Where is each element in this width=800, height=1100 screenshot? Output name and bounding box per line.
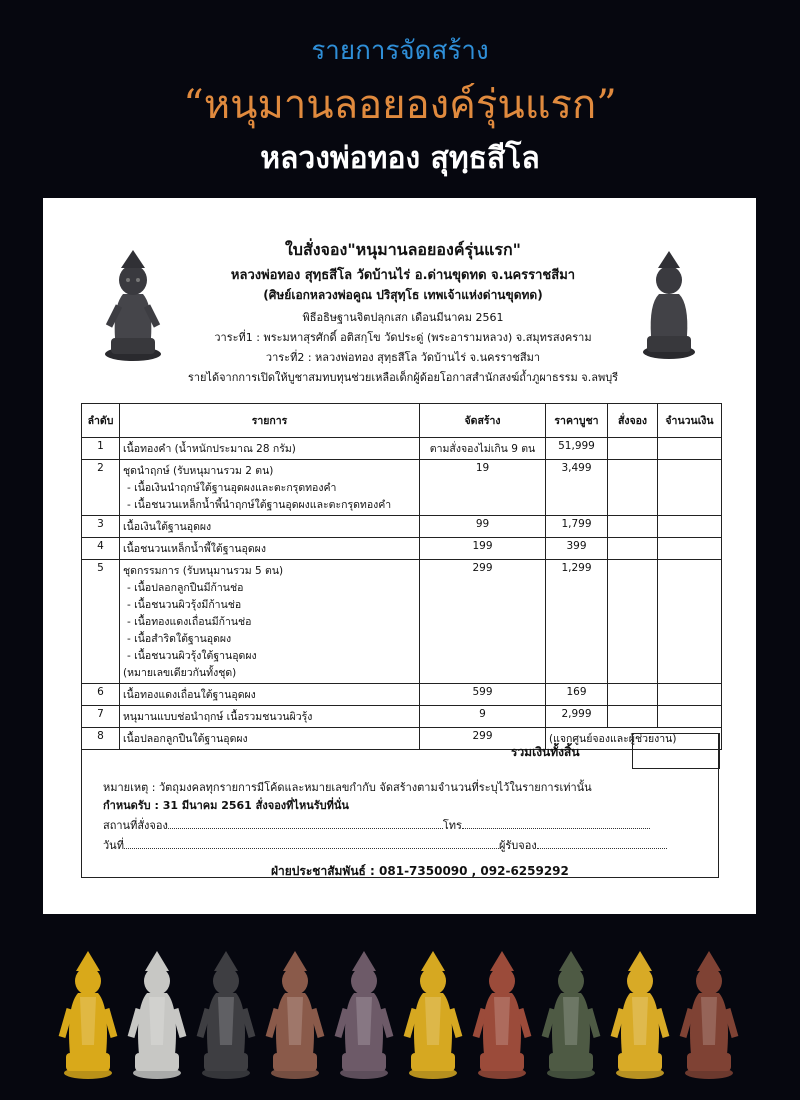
row-number: 5 xyxy=(82,560,120,684)
remark-text: หมายเหตุ : วัตถุมงคลทุกรายการมีโค้ดและหมายเลขกำกับ จัดสร้างตามจำนวนที่ระบุไว้ในรายการเท่านั้น xyxy=(103,781,592,794)
phone-label: โทร xyxy=(442,819,462,832)
row-number: 8 xyxy=(82,728,120,750)
ceremony-text: พิธีอธิษฐานจิตปลุกเสก เดือนมีนาคม 2561 xyxy=(302,311,504,324)
table-row xyxy=(82,560,722,684)
row-item xyxy=(120,684,420,706)
item-line: หนุมานแบบช่อนำฤกษ์ เนื้อรวมชนวนผิวรุ้ง xyxy=(123,711,313,723)
amulet-variant-image xyxy=(545,951,597,1079)
form-subtitle-2: (ศิษย์เอกหลวงพ่อคูณ ปริสุทฺโธ เทพเจ้าแห่งด่านขุดทด) xyxy=(263,288,543,302)
amulet-variant-image xyxy=(269,951,321,1079)
header-product-name: “หนุมานลอยองค์รุ่นแรก” xyxy=(183,82,617,128)
row-number: 3 xyxy=(82,516,120,538)
amount-field[interactable] xyxy=(658,438,722,460)
row-item xyxy=(120,516,420,538)
row-price: 169 xyxy=(546,684,608,706)
table-row xyxy=(82,706,722,728)
item-line: - เนื้อสำริดใต้ฐานอุดผง xyxy=(127,633,232,645)
amulet-variant-image xyxy=(614,951,666,1079)
row-item xyxy=(120,560,420,684)
order-field[interactable] xyxy=(608,684,658,706)
row-quantity: 19 xyxy=(420,460,546,516)
row-number: 2 xyxy=(82,460,120,516)
item-line: เนื้อทองแดงเถื่อนใต้ฐานอุดผง xyxy=(123,689,256,701)
row-quantity: 299 xyxy=(420,560,546,684)
deadline-text: กำหนดรับ : 31 มีนาคม 2561 สั่งจองที่ไหนรับที่นั่น xyxy=(103,799,349,812)
amount-field[interactable] xyxy=(658,538,722,560)
amulet-variant-image xyxy=(200,951,252,1079)
total-label: รวมเงินทั้งสิ้น xyxy=(511,745,580,759)
row-price: 399 xyxy=(546,538,608,560)
item-line: ชุดกรรมการ (รับหนุมานรวม 5 ตน) xyxy=(123,565,284,577)
income-text: รายได้จากการเปิดให้บูชาสมทบทุนช่วยเหลือเด็กผู้ด้อยโอกาสสำนักสงฆ์ถ้ำภูผาธรรม จ.ลพบุรี xyxy=(187,371,619,384)
amulet-variant-image xyxy=(683,951,735,1079)
amount-field[interactable] xyxy=(658,516,722,538)
column-header: ลำดับ xyxy=(82,404,120,438)
item-line: (หมายเลขเดียวกันทั้งชุด) xyxy=(123,667,237,679)
row-number: 7 xyxy=(82,706,120,728)
header-title: รายการจัดสร้าง xyxy=(311,36,489,66)
item-line: - เนื้อปลอกลูกปืนมีก้านช่อ xyxy=(127,582,244,594)
amount-field[interactable] xyxy=(658,560,722,684)
row-quantity: 299 xyxy=(420,728,546,750)
item-line: - เนื้อชนวนผิวรุ้งมีก้านช่อ xyxy=(127,599,242,611)
amount-field[interactable] xyxy=(658,684,722,706)
item-line: เนื้อชนวนเหล็กน้ำพี้ใต้ฐานอุดผง xyxy=(123,543,266,555)
amulet-variant-image xyxy=(338,951,390,1079)
amount-field[interactable] xyxy=(658,706,722,728)
form-title: ใบสั่งจอง"หนุมานลอยองค์รุ่นแรก" xyxy=(284,240,521,259)
notes-box xyxy=(81,734,719,878)
order-field[interactable] xyxy=(608,538,658,560)
round-2-text: วาระที่2 : หลวงพ่อทอง สุทฺธสีโล วัดบ้านไร่ จ.นครราชสีมา xyxy=(265,351,541,364)
amulet-variant-image xyxy=(476,951,528,1079)
row-price: (แจกศูนย์จองและผู้ช่วยงาน) xyxy=(546,728,722,750)
table-row xyxy=(82,516,722,538)
row-item xyxy=(120,460,420,516)
item-line: - เนื้อชนวนเหล็กน้ำพี้นำฤกษ์ใต้ฐานอุดผงและตะกรุดทองคำ xyxy=(127,499,392,511)
form-subtitle: หลวงพ่อทอง สุทฺธสีโล วัดบ้านไร่ อ.ด่านขุดทด จ.นครราชสีมา xyxy=(230,268,576,283)
order-table xyxy=(81,403,722,750)
table-header-row xyxy=(82,404,722,438)
row-price: 1,299 xyxy=(546,560,608,684)
item-line: เนื้อทองคำ (น้ำหนักประมาณ 28 กรัม) xyxy=(123,443,296,455)
row-item xyxy=(120,706,420,728)
row-quantity: 599 xyxy=(420,684,546,706)
item-line: เนื้อเงินใต้ฐานอุดผง xyxy=(123,521,212,533)
row-quantity: 9 xyxy=(420,706,546,728)
table-row xyxy=(82,438,722,460)
table-row xyxy=(82,538,722,560)
column-header: รายการ xyxy=(120,404,420,438)
table-row xyxy=(82,684,722,706)
amulet-variant-image xyxy=(62,951,114,1079)
row-price: 3,499 xyxy=(546,460,608,516)
column-header: สั่งจอง xyxy=(608,404,658,438)
row-number: 1 xyxy=(82,438,120,460)
order-field[interactable] xyxy=(608,460,658,516)
column-header: จัดสร้าง xyxy=(420,404,546,438)
row-item xyxy=(120,438,420,460)
place-label: สถานที่สั่งจอง xyxy=(103,819,168,832)
order-field[interactable] xyxy=(608,516,658,538)
item-line: เนื้อปลอกลูกปืนใต้ฐานอุดผง xyxy=(123,733,248,745)
row-quantity: 199 xyxy=(420,538,546,560)
row-number: 6 xyxy=(82,684,120,706)
row-price: 2,999 xyxy=(546,706,608,728)
amount-field[interactable] xyxy=(658,460,722,516)
round-1-text: วาระที่1 : พระมหาสุรศักดิ์ อติสกฺโข วัดประดู่ (พระอารามหลวง) จ.สมุทรสงคราม xyxy=(214,331,592,344)
amulet-gallery xyxy=(0,945,800,1085)
amulet-back-image xyxy=(639,248,699,360)
order-field[interactable] xyxy=(608,560,658,684)
column-header: จำนวนเงิน xyxy=(658,404,722,438)
order-field[interactable] xyxy=(608,706,658,728)
amulet-variant-image xyxy=(131,951,183,1079)
row-price: 1,799 xyxy=(546,516,608,538)
item-line: - เนื้อชนวนผิวรุ้งใต้ฐานอุดผง xyxy=(127,650,257,662)
amulet-front-image xyxy=(101,246,165,362)
amulet-variant-image xyxy=(407,951,459,1079)
item-line: - เนื้อทองแดงเถื่อนมีก้านช่อ xyxy=(127,616,252,628)
order-form xyxy=(43,198,756,914)
item-line: - เนื้อเงินนำฤกษ์ใต้ฐานอุดผงและตะกรุดทองคำ xyxy=(127,482,337,494)
row-item xyxy=(120,538,420,560)
pr-contact: ฝ่ายประชาสัมพันธ์ : 081-7350090 , 092-6259292 xyxy=(271,864,569,878)
date-label: วันที่ xyxy=(103,839,124,852)
row-quantity: 99 xyxy=(420,516,546,538)
order-field[interactable] xyxy=(608,438,658,460)
row-number: 4 xyxy=(82,538,120,560)
receiver-label: ผู้รับจอง xyxy=(498,839,537,852)
item-line: ชุดนำฤกษ์ (รับหนุมานรวม 2 ตน) xyxy=(123,465,274,477)
table-row xyxy=(82,460,722,516)
row-quantity: ตามสั่งจองไม่เกิน 9 ตน xyxy=(420,438,546,460)
column-header: ราคาบูชา xyxy=(546,404,608,438)
row-price: 51,999 xyxy=(546,438,608,460)
header-monk-name: หลวงพ่อทอง สุทฺธสีโล xyxy=(260,141,540,176)
